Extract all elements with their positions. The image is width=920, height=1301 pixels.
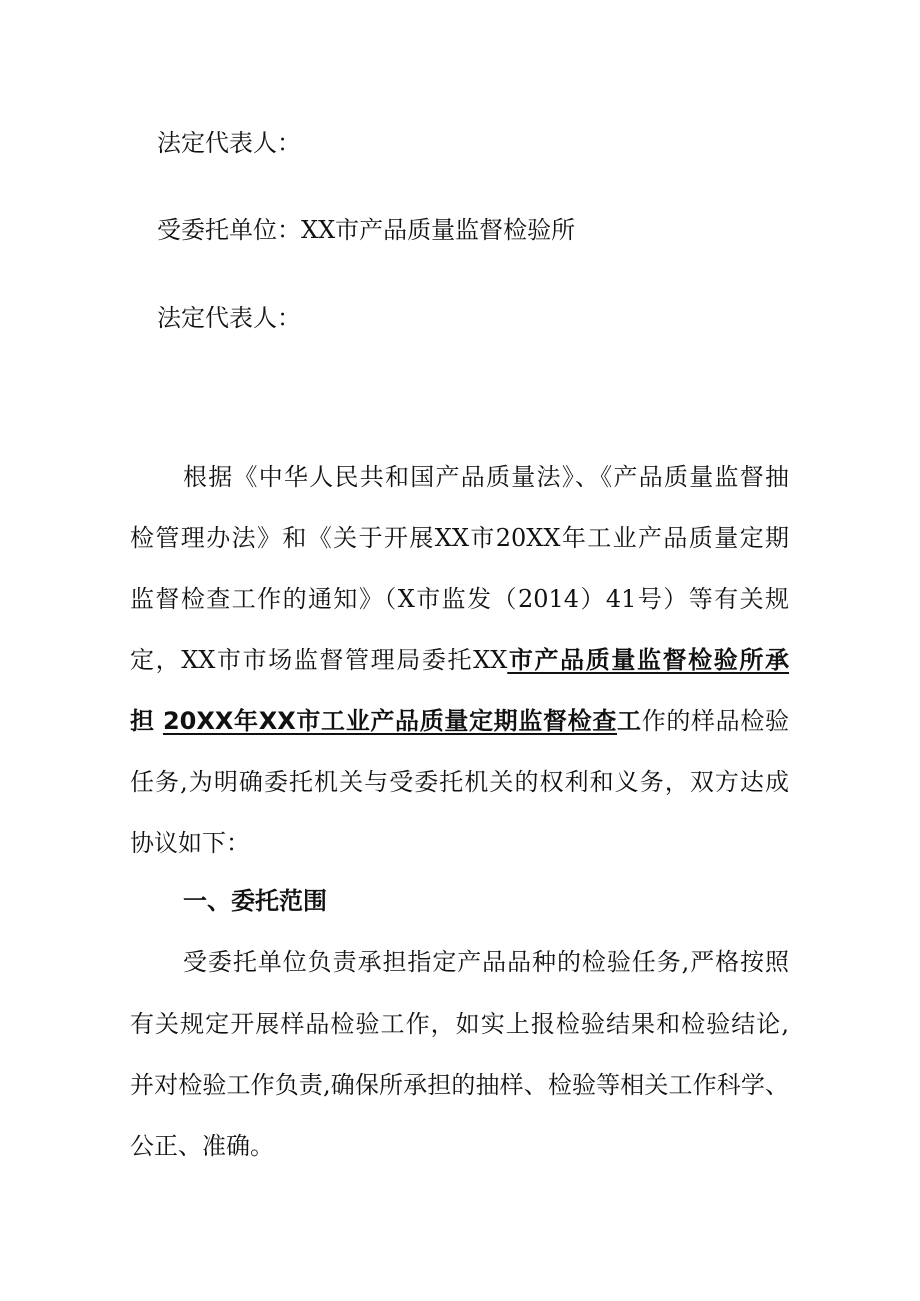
intro-line-2: 检管理办法》和《关于开展XX市20XX年工业产品质量定期: [130, 524, 789, 552]
intro-line-5: [130, 706, 789, 736]
intro-line-5-bold-char: 工: [617, 707, 642, 735]
entrusted-unit-line: 受委托单位：XX市产品质量监督检验所: [157, 216, 576, 244]
section-1-title: 一、委托范围: [183, 887, 327, 915]
section-1-line-3: 并对检验工作负责,确保所承担的抽样、检验等相关工作科学、: [130, 1071, 789, 1099]
inspection-project-underlined: 20XX年XX市工业产品质量定期监督检查: [162, 707, 618, 735]
intro-line-7: 协议如下：: [130, 829, 250, 857]
inspection-institute-underlined: 市产品质量监督检验所承: [507, 646, 790, 674]
intro-line-3: 监督检查工作的通知》（X市监发（2014）41号）等有关规: [130, 585, 789, 613]
legal-representative-label-2: 法定代表人：: [157, 304, 301, 332]
intro-line-4-plain: 定，XX市市场监督管理局委托XX: [130, 646, 508, 674]
intro-line-6: 任务,为明确委托机关与受委托机关的权利和义务，双方达成: [130, 768, 789, 796]
section-1-line-1: 受委托单位负责承担指定产品品种的检验任务,严格按照: [183, 948, 789, 976]
section-1-line-4: 公正、准确。: [130, 1132, 274, 1160]
intro-line-4: [130, 645, 789, 675]
intro-line-5-plain: 作的样品检验: [641, 707, 790, 735]
intro-line-5-bold-start: 担: [130, 707, 155, 735]
legal-representative-label-1: 法定代表人：: [157, 129, 301, 157]
intro-line-1: 根据《中华人民共和国产品质量法》、《产品质量监督抽: [183, 463, 789, 491]
section-1-line-2: 有关规定开展样品检验工作，如实上报检验结果和检验结论,: [130, 1010, 789, 1038]
